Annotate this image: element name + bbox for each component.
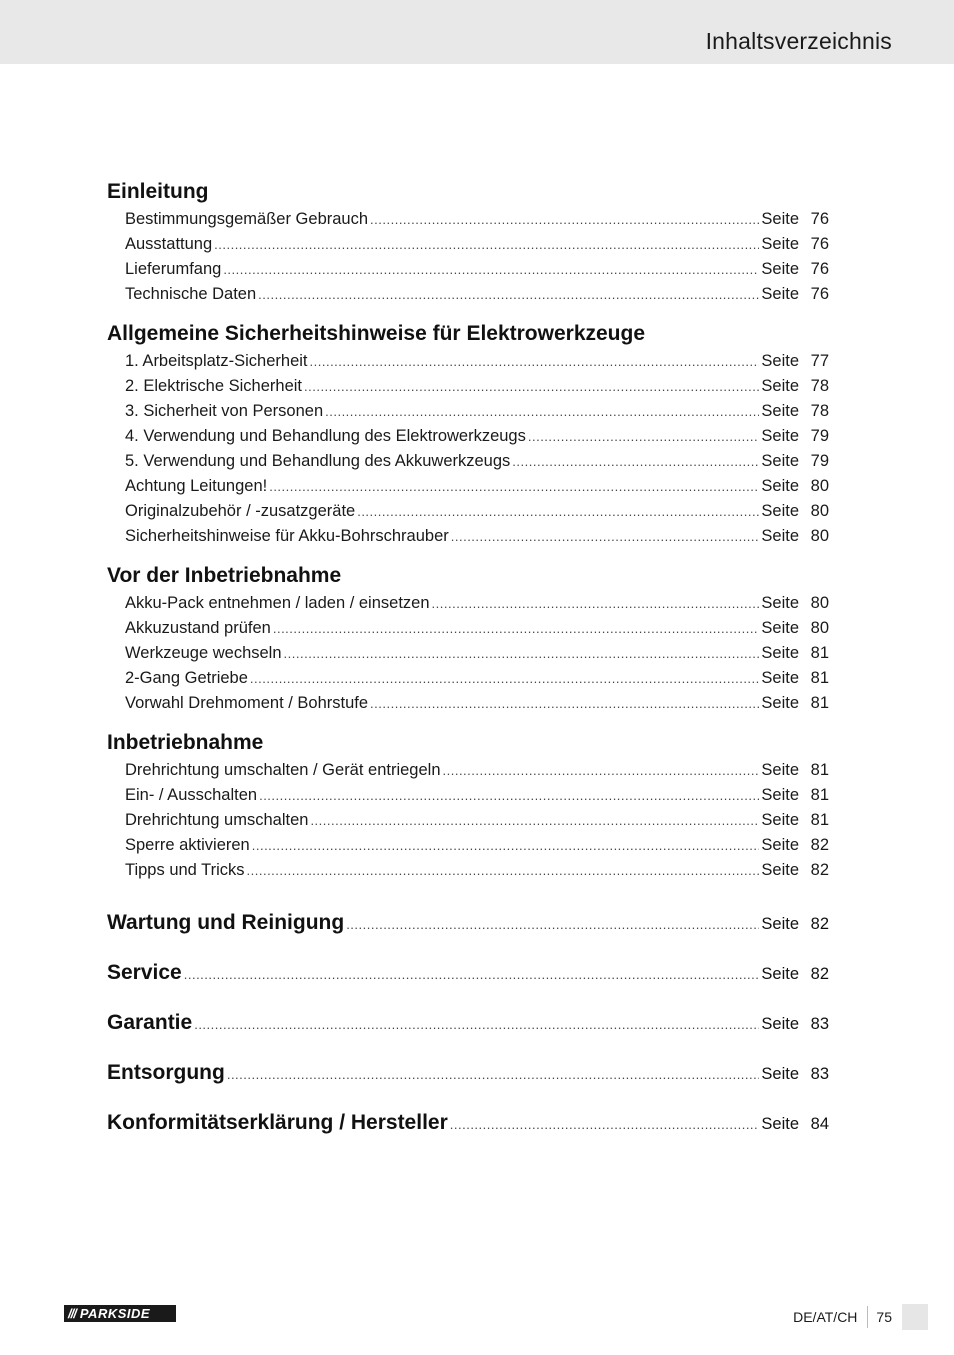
entry-page-number: 81 <box>810 786 829 804</box>
toc-entry[interactable] <box>125 260 829 285</box>
seite-label: Seite <box>761 377 799 395</box>
section-heading[interactable] <box>107 564 829 594</box>
main-entry-label: Konformitätserklärung / Hersteller <box>107 1111 448 1134</box>
entry-page-number: 81 <box>810 694 829 712</box>
entry-page-number: 80 <box>810 619 829 637</box>
footer-tab-box <box>902 1304 928 1330</box>
dot-leader <box>325 405 759 418</box>
toc-main-entry-konformitaet[interactable] <box>107 1098 829 1148</box>
footer-region: DE/AT/CH <box>793 1309 858 1325</box>
entry-label: 1. Arbeitsplatz-Sicherheit <box>125 352 308 370</box>
logo-text: PARKSIDE <box>79 1306 151 1321</box>
entry-page-number: 80 <box>810 477 829 495</box>
dot-leader <box>451 530 760 543</box>
section-title: Allgemeine Sicherheitshinweise für Elektrowerkzeuge <box>107 322 646 345</box>
toc-entry[interactable] <box>125 352 829 377</box>
dot-leader <box>443 764 760 777</box>
entry-page-number: 81 <box>810 761 829 779</box>
entry-label: Achtung Leitungen! <box>125 477 268 495</box>
seite-label: Seite <box>761 1015 799 1033</box>
dot-leader <box>259 789 759 802</box>
toc-entry[interactable] <box>125 861 829 886</box>
entry-page-number: 76 <box>810 285 829 303</box>
toc-section-vor-der-inbetriebnahme <box>107 564 829 719</box>
entry-page-number: 78 <box>810 402 829 420</box>
dot-leader <box>194 1018 759 1031</box>
main-entry-page-number: 82 <box>810 915 829 933</box>
seite-label: Seite <box>761 210 799 228</box>
toc-entry[interactable] <box>125 285 829 310</box>
section-title: Inbetriebnahme <box>107 731 264 754</box>
toc-entry[interactable] <box>125 527 829 552</box>
dot-leader <box>269 480 759 493</box>
toc-entry[interactable] <box>125 402 829 427</box>
seite-label: Seite <box>761 402 799 420</box>
main-entry-page-number: 83 <box>810 1065 829 1083</box>
section-heading[interactable] <box>107 322 829 352</box>
entry-page-number: 82 <box>810 861 829 879</box>
entry-label: Akku-Pack entnehmen / laden / einsetzen <box>125 594 430 612</box>
seite-label: Seite <box>761 619 799 637</box>
dot-leader <box>284 647 760 660</box>
dot-leader <box>258 288 759 301</box>
section-heading[interactable] <box>107 731 829 761</box>
entry-label: 5. Verwendung und Behandlung des Akkuwerkzeugs <box>125 452 511 470</box>
section-heading[interactable] <box>107 180 829 210</box>
dot-leader <box>512 455 759 468</box>
entry-label: 3. Sicherheit von Personen <box>125 402 324 420</box>
entry-label: Vorwahl Drehmoment / Bohrstufe <box>125 694 369 712</box>
entry-page-number: 77 <box>810 352 829 370</box>
dot-leader <box>370 213 759 226</box>
section-title: Vor der Inbetriebnahme <box>107 564 342 587</box>
toc-section-sicherheitshinweise <box>107 322 829 552</box>
entry-page-number: 80 <box>810 594 829 612</box>
entry-label: Bestimmungsgemäßer Gebrauch <box>125 210 369 228</box>
entry-label: Werkzeuge wechseln <box>125 644 282 662</box>
seite-label: Seite <box>761 761 799 779</box>
footer-page-number: 75 <box>876 1309 892 1325</box>
dot-leader <box>310 355 760 368</box>
seite-label: Seite <box>761 915 799 933</box>
toc-entry[interactable] <box>125 477 829 502</box>
seite-label: Seite <box>761 1115 799 1133</box>
dot-leader <box>273 622 760 635</box>
toc-entry[interactable] <box>125 761 829 786</box>
dot-leader <box>304 380 759 393</box>
dot-leader <box>432 597 760 610</box>
seite-label: Seite <box>761 235 799 253</box>
seite-label: Seite <box>761 669 799 687</box>
entry-page-number: 81 <box>810 644 829 662</box>
dot-leader <box>528 430 760 443</box>
toc-main-entry-wartung[interactable] <box>107 898 829 948</box>
dot-leader <box>310 814 759 827</box>
main-entry-page-number: 84 <box>810 1115 829 1133</box>
seite-label: Seite <box>761 965 799 983</box>
seite-label: Seite <box>761 1065 799 1083</box>
dot-leader <box>227 1068 760 1081</box>
seite-label: Seite <box>761 594 799 612</box>
entry-label: Akkuzustand prüfen <box>125 619 271 637</box>
toc-entry[interactable] <box>125 594 829 619</box>
dot-leader <box>223 263 759 276</box>
seite-label: Seite <box>761 527 799 545</box>
toc-entry[interactable] <box>125 694 829 719</box>
toc-main-entry-service[interactable] <box>107 948 829 998</box>
entry-label: 2-Gang Getriebe <box>125 669 248 687</box>
main-entry-page-number: 82 <box>810 965 829 983</box>
seite-label: Seite <box>761 694 799 712</box>
footer <box>793 1304 954 1330</box>
parkside-logo <box>64 1305 176 1322</box>
main-entry-label: Wartung und Reinigung <box>107 911 345 934</box>
entry-label: Drehrichtung umschalten <box>125 811 309 829</box>
main-entry-label: Service <box>107 961 182 984</box>
toc-section-einleitung <box>107 180 829 310</box>
dot-leader <box>184 968 760 981</box>
dot-leader <box>252 839 760 852</box>
section-title: Einleitung <box>107 180 209 203</box>
entry-label: Technische Daten <box>125 285 257 303</box>
entry-page-number: 82 <box>810 836 829 854</box>
entry-label: 2. Elektrische Sicherheit <box>125 377 302 395</box>
entry-label: Sperre aktivieren <box>125 836 250 854</box>
dot-leader <box>370 697 759 710</box>
entry-page-number: 76 <box>810 210 829 228</box>
seite-label: Seite <box>761 861 799 879</box>
toc-section-inbetriebnahme <box>107 731 829 886</box>
dot-leader <box>247 864 760 877</box>
seite-label: Seite <box>761 836 799 854</box>
seite-label: Seite <box>761 502 799 520</box>
main-entry-label: Garantie <box>107 1011 193 1034</box>
seite-label: Seite <box>761 786 799 804</box>
entry-page-number: 81 <box>810 669 829 687</box>
main-entry-label: Entsorgung <box>107 1061 225 1084</box>
toc-entry[interactable] <box>125 811 829 836</box>
main-entry-page-number: 83 <box>810 1015 829 1033</box>
entry-page-number: 76 <box>810 260 829 278</box>
toc-entry[interactable] <box>125 452 829 477</box>
toc-entry[interactable] <box>125 644 829 669</box>
dot-leader <box>214 238 759 251</box>
entry-label: Ausstattung <box>125 235 213 253</box>
toc-entry[interactable] <box>125 427 829 452</box>
table-of-contents <box>107 180 829 1148</box>
seite-label: Seite <box>761 644 799 662</box>
entry-label: Ein- / Ausschalten <box>125 786 258 804</box>
seite-label: Seite <box>761 452 799 470</box>
entry-page-number: 80 <box>810 527 829 545</box>
toc-entry[interactable] <box>125 669 829 694</box>
entry-label: Lieferumfang <box>125 260 222 278</box>
toc-entry[interactable] <box>125 210 829 235</box>
dot-leader <box>250 672 759 685</box>
seite-label: Seite <box>761 352 799 370</box>
entry-page-number: 76 <box>810 235 829 253</box>
entry-page-number: 81 <box>810 811 829 829</box>
entry-page-number: 78 <box>810 377 829 395</box>
entry-label: Tipps und Tricks <box>125 861 245 879</box>
toc-main-entry-garantie[interactable] <box>107 998 829 1048</box>
toc-entry[interactable] <box>125 786 829 811</box>
dot-leader <box>346 918 759 931</box>
toc-entry[interactable] <box>125 377 829 402</box>
toc-entry[interactable] <box>125 836 829 861</box>
entry-label: Sicherheitshinweise für Akku-Bohrschrauber <box>125 527 449 545</box>
entry-label: Originalzubehör / -zusatzgeräte <box>125 502 356 520</box>
seite-label: Seite <box>761 285 799 303</box>
seite-label: Seite <box>761 477 799 495</box>
page-title: Inhaltsverzeichnis <box>705 28 892 54</box>
toc-main-entry-entsorgung[interactable] <box>107 1048 829 1098</box>
entry-label: 4. Verwendung und Behandlung des Elektrowerkzeugs <box>125 427 526 445</box>
toc-entry[interactable] <box>125 619 829 644</box>
seite-label: Seite <box>761 427 799 445</box>
dot-leader <box>357 505 759 518</box>
toc-entry[interactable] <box>125 235 829 260</box>
seite-label: Seite <box>761 811 799 829</box>
dot-leader <box>450 1118 760 1131</box>
entry-label: Drehrichtung umschalten / Gerät entriegeln <box>125 761 441 779</box>
toc-entry[interactable] <box>125 502 829 527</box>
entry-page-number: 80 <box>810 502 829 520</box>
entry-page-number: 79 <box>810 452 829 470</box>
seite-label: Seite <box>761 260 799 278</box>
entry-page-number: 79 <box>810 427 829 445</box>
logo-stripes: /// <box>68 1306 76 1321</box>
